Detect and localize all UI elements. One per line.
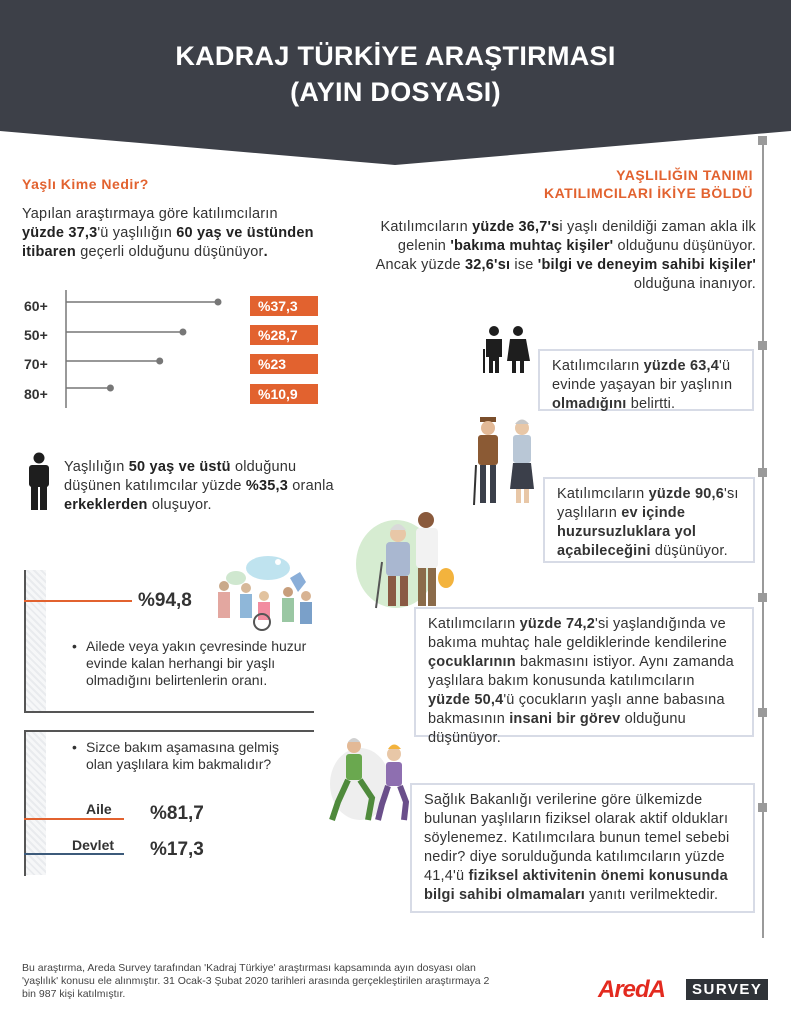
title-line-2: (AYIN DOSYASI) [290,77,501,107]
timeline-dot-4 [758,593,767,602]
panel2-top-border [24,730,314,732]
panel1-bullet: • Ailede veya yakın çevresinde huzur evinde kalan herhangi bir yaşlı olmadığını belirtenlerin oranı. [70,638,310,689]
bar-value-80: %10,9 [250,384,318,404]
panel1-value: %94,8 [138,590,192,611]
male-person-icon [26,452,52,510]
stat-box-3: Katılımcıların yüzde 74,2'si yaşlandığında ve bakıma muhtaç hale geldiklerinde kendilerine çocuklarının bakmasını istiyor. Aynı zamanda yaşlılara bakım konusunda katılımcıların yüzde 50,4'ü çocukların yaşlı anne babasına bakmasının insani bir görev olduğunu düşünüyor. [414,607,754,737]
timeline-dot-3 [758,468,767,477]
section-title-right [420,166,753,202]
family-illustration [206,548,318,632]
bar-value-70: %23 [250,354,318,374]
bar-label-80: 80+ [24,386,48,402]
bar-label-60: 60+ [24,298,48,314]
timeline-dot-5 [758,708,767,717]
bar-label-50: 50+ [24,327,48,343]
stat-box-2: Katılımcıların yüzde 90,6'sı yaşlıların ev içinde huzursuzluklara yol açabileceğini düşünüyor. [543,477,755,563]
page-title [0,38,791,110]
definition-paragraph: Katılımcıların yüzde 36,7'si yaşlı denildiği zaman akla ilk gelenin 'bakıma muhtaç kişiler' olduğunu düşünüyor. Ancak yüzde 32,6'sı ise 'bilgi ve deneyim sahibi kişiler' olduğuna inanıyor. [375,219,756,292]
title-line-1: KADRAJ TÜRKİYE ARAŞTIRMASI [175,41,616,71]
aile-accent-line [24,818,124,820]
panel1-bottom-border [24,711,314,713]
logo-areda-text: AredA [598,976,666,1003]
bar-row-60 [20,296,310,316]
panel1-left-border [24,570,26,712]
elderly-couple-icon [482,325,532,373]
devlet-label: Devlet [72,837,115,853]
devlet-value: %17,3 [150,839,204,860]
devlet-accent-line [24,853,124,855]
footer-note: Bu araştırma, Areda Survey tarafından 'Kadraj Türkiye' araştırması kapsamında ayın dosyası olan 'yaşlılık' konusu ele alınmıştır. 31 Ocak-3 Şubat 2020 tarihleri arasında gerçekleştirilen araştırmaya 2 bin 987 kişi katılmıştır. [22,962,490,1000]
bar-value-50: %28,7 [250,325,318,345]
caregiver-illustration [356,502,464,612]
bar-label-70: 70+ [24,356,48,372]
panel1-hatch [26,570,46,712]
male-stat-paragraph: Yaşlılığın 50 yaş ve üstü olduğunu düşünen katılımcılar yüzde %35,3 oranla erkeklerden oluşuyor. [64,459,334,513]
panel1-accent-line [24,600,132,602]
logo-survey-text: SURVEY [686,979,768,1000]
aile-value: %81,7 [150,803,204,824]
timeline-dot-2 [758,341,767,350]
section-title-left: Yaşlı Kime Nedir? [22,176,149,192]
jogging-elderly-illustration [326,734,416,830]
stat-box-4: Sağlık Bakanlığı verilerine göre ülkemizde bulunan yaşlıların fiziksel olarak aktif oldukları söylenemez. Katılımcılara bunun temel sebebi nedir? diye sorulduğunda katılımcıların yüzde 41,4'ü fiziksel aktivitenin önemi konusunda bilgi sahibi olmamaları yanıtı verilmektedir. [410,783,755,913]
panel2-bullet: • Sizce bakım aşamasına gelmiş olan yaşlılara kim bakmalıdır? [70,739,290,773]
aile-label: Aile [86,801,112,817]
timeline-line [762,138,764,938]
timeline-dot-6 [758,803,767,812]
elderly-couple-illustration [470,415,542,507]
right-title-line-1: YAŞLILIĞIN TANIMI [616,167,753,183]
bar-row-50 [20,325,310,345]
right-title-line-2: KATILIMCILARI İKİYE BÖLDÜ [543,185,753,201]
bar-row-80 [20,384,310,404]
stat-box-1: Katılımcıların yüzde 63,4'ü evinde yaşayan bir yaşlının olmadığını belirtti. [538,349,754,411]
bar-row-70 [20,354,310,374]
header-banner [0,0,791,165]
intro-paragraph: Yapılan araştırmaya göre katılımcıların yüzde 37,3'ü yaşlılığın 60 yaş ve üstünden itibaren geçerli olduğunu düşünüyor. [22,206,314,260]
timeline-dot-1 [758,136,767,145]
bar-value-60: %37,3 [250,296,318,316]
